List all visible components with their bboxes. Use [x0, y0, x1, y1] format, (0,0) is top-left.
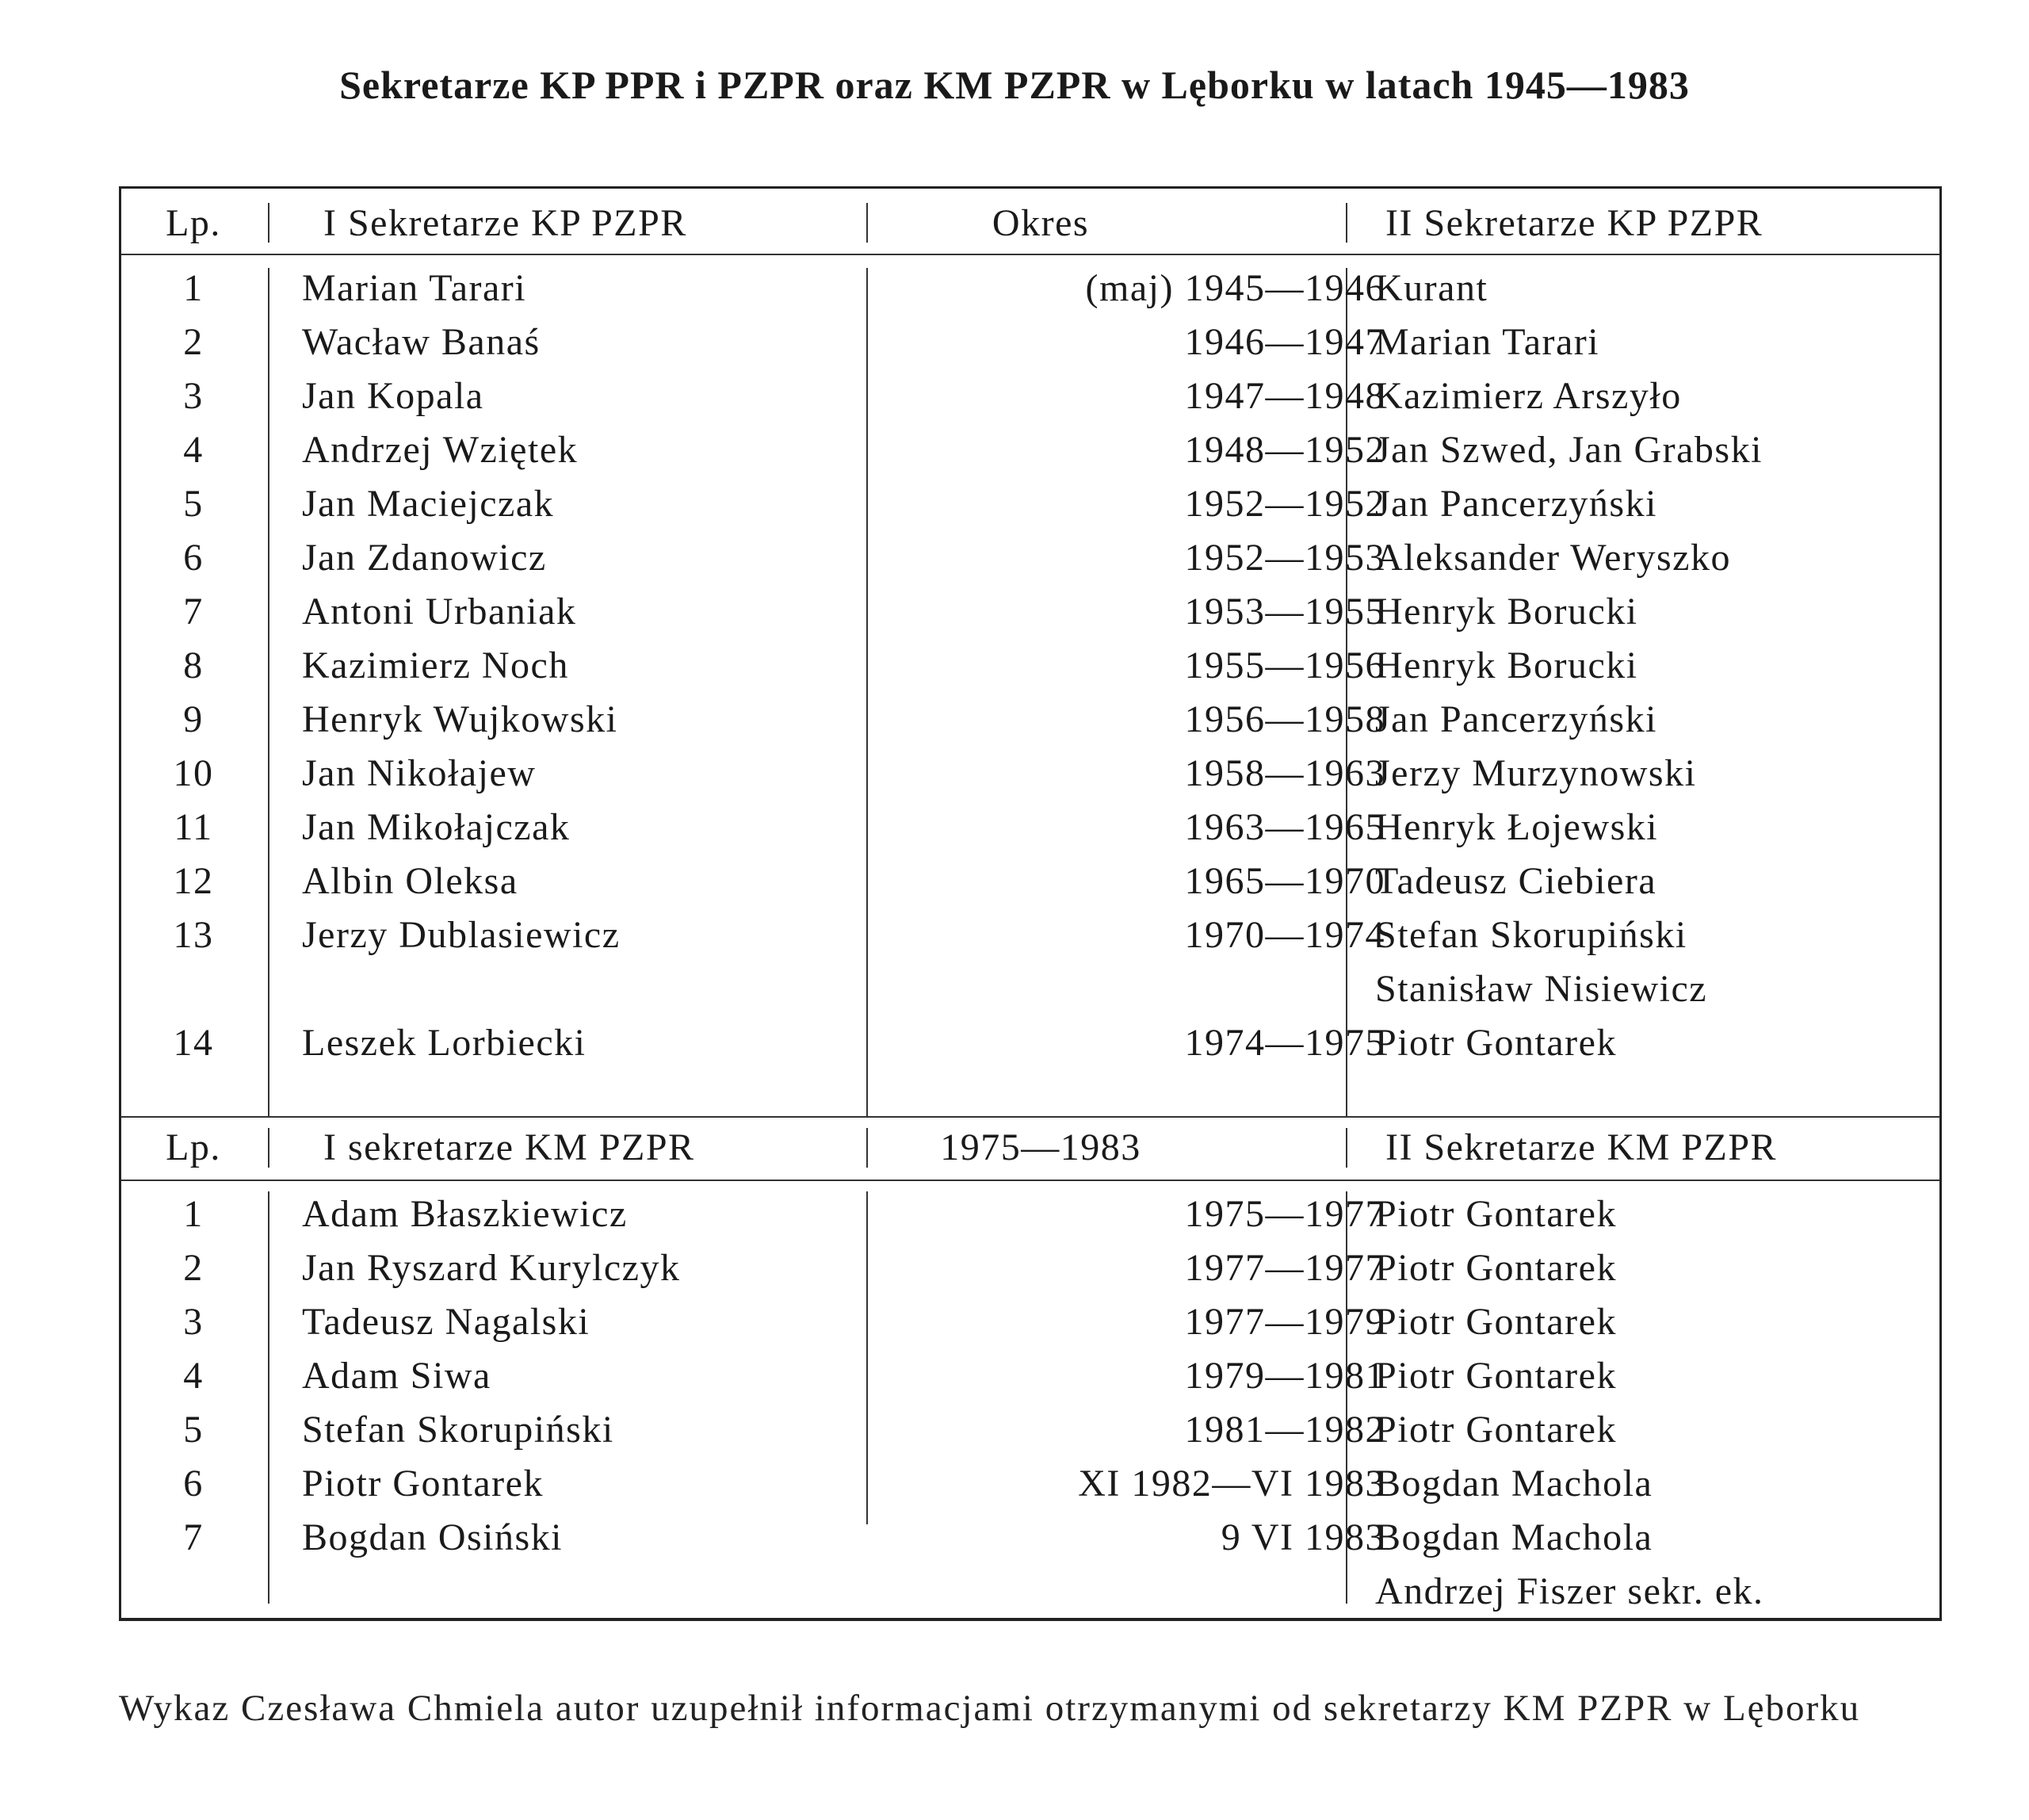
- cell-first: Henryk Wujkowski: [302, 698, 618, 740]
- cell-period: 1952—1952: [1184, 483, 1385, 525]
- cell-second: Jan Pancerzyński: [1375, 483, 1657, 525]
- cell-second: Henryk Łojewski: [1375, 806, 1659, 848]
- header-first-secretaries: I sekretarze KM PZPR: [323, 1126, 695, 1168]
- table-header-row: [121, 197, 1939, 250]
- cell-first: Antoni Urbaniak: [302, 591, 577, 633]
- cell-lp: 4: [183, 429, 204, 471]
- cell-second: Kazimierz Arszyło: [1375, 375, 1682, 417]
- cell-first: Leszek Lorbiecki: [302, 1022, 587, 1064]
- cell-first: Albin Oleksa: [302, 860, 518, 902]
- header-lp: Lp.: [166, 202, 221, 244]
- cell-period: 1952—1953: [1184, 537, 1385, 579]
- cell-second: Piotr Gontarek: [1375, 1409, 1617, 1451]
- cell-period: 1953—1955: [1184, 591, 1385, 633]
- table-row: [121, 423, 1939, 477]
- table-row: [121, 1457, 1939, 1511]
- cell-period: (maj) 1945—1946: [1085, 267, 1385, 309]
- cell-period: 1958—1963: [1184, 752, 1385, 794]
- cell-first: Tadeusz Nagalski: [302, 1301, 590, 1343]
- cell-period: XI 1982—VI 1983: [1078, 1462, 1385, 1505]
- cell-second: Tadeusz Ciebiera: [1375, 860, 1657, 902]
- cell-period: 1977—1977: [1184, 1247, 1385, 1289]
- cell-second: Jerzy Murzynowski: [1375, 752, 1697, 794]
- header-divider-2: [121, 1180, 1939, 1181]
- cell-second: Piotr Gontarek: [1375, 1247, 1617, 1289]
- cell-lp: 3: [183, 1301, 204, 1343]
- table-row: [121, 585, 1939, 639]
- table-row: [121, 1349, 1939, 1403]
- cell-period: 1965—1970: [1184, 860, 1385, 902]
- cell-second: Jan Pancerzyński: [1375, 698, 1657, 740]
- cell-lp: 12: [173, 860, 214, 902]
- cell-lp: 5: [183, 1409, 204, 1451]
- cell-period: 1955—1956: [1184, 644, 1385, 686]
- cell-period: 9 VI 1983: [1221, 1516, 1385, 1558]
- cell-first: Jerzy Dublasiewicz: [302, 914, 621, 956]
- cell-lp: 6: [183, 1462, 204, 1505]
- table-row: [121, 962, 1939, 1016]
- cell-second: Aleksander Weryszko: [1375, 537, 1731, 579]
- table-header-row: [121, 1121, 1939, 1175]
- table-row: [121, 1187, 1939, 1241]
- cell-second: Jan Szwed, Jan Grabski: [1375, 429, 1763, 471]
- cell-second: Andrzej Fiszer sekr. ek.: [1375, 1570, 1764, 1612]
- cell-second: Henryk Borucki: [1375, 591, 1638, 633]
- cell-lp: 13: [173, 914, 214, 956]
- cell-lp: 9: [183, 698, 204, 740]
- cell-lp: 7: [183, 1516, 204, 1558]
- table-row: [121, 1016, 1939, 1070]
- table-row: [121, 1511, 1939, 1565]
- table-row: [121, 1295, 1939, 1349]
- cell-period: 1979—1981: [1184, 1355, 1385, 1397]
- table-row: [121, 1565, 1939, 1619]
- cell-lp: 11: [174, 806, 213, 848]
- cell-lp: 2: [183, 1247, 204, 1289]
- cell-first: Jan Maciejczak: [302, 483, 555, 525]
- cell-first: Wacław Banaś: [302, 321, 541, 363]
- cell-lp: 14: [173, 1022, 214, 1064]
- cell-second: Piotr Gontarek: [1375, 1355, 1617, 1397]
- cell-second: Henryk Borucki: [1375, 644, 1638, 686]
- cell-first: Jan Kopala: [302, 375, 484, 417]
- cell-period: 1956—1958: [1184, 698, 1385, 740]
- cell-first: Jan Nikołajew: [302, 752, 537, 794]
- cell-second: Bogdan Machola: [1375, 1462, 1653, 1505]
- cell-second: Stefan Skorupiński: [1375, 914, 1687, 956]
- secretaries-table: [119, 186, 1942, 1621]
- cell-second: Piotr Gontarek: [1375, 1022, 1617, 1064]
- cell-lp: 5: [183, 483, 204, 525]
- cell-period: 1948—1952: [1184, 429, 1385, 471]
- cell-lp: 10: [173, 752, 214, 794]
- cell-period: 1963—1965: [1184, 806, 1385, 848]
- page-title: Sekretarze KP PPR i PZPR oraz KM PZPR w Lęborku w latach 1945—1983: [339, 63, 1690, 107]
- cell-second: Kurant: [1375, 267, 1488, 309]
- cell-lp: 3: [183, 375, 204, 417]
- table-row: [121, 315, 1939, 369]
- cell-first: Kazimierz Noch: [302, 644, 569, 686]
- cell-second: Piotr Gontarek: [1375, 1301, 1617, 1343]
- cell-first: Bogdan Osiński: [302, 1516, 564, 1558]
- table-row: [121, 1403, 1939, 1457]
- cell-first: Jan Ryszard Kurylczyk: [302, 1247, 681, 1289]
- cell-period: 1977—1979: [1184, 1301, 1385, 1343]
- table-row: [121, 1241, 1939, 1295]
- cell-first: Adam Błaszkiewicz: [302, 1193, 628, 1235]
- cell-lp: 8: [183, 644, 204, 686]
- table-row: [121, 369, 1939, 423]
- cell-first: Adam Siwa: [302, 1355, 491, 1397]
- table-row: [121, 855, 1939, 908]
- cell-lp: 6: [183, 537, 204, 579]
- header-period: 1975—1983: [940, 1126, 1141, 1168]
- cell-period: 1981—1982: [1184, 1409, 1385, 1451]
- cell-second: Piotr Gontarek: [1375, 1193, 1617, 1235]
- cell-first: Jan Mikołajczak: [302, 806, 571, 848]
- header-period: Okres: [992, 202, 1090, 244]
- cell-period: 1975—1977: [1184, 1193, 1385, 1235]
- table-row: [121, 531, 1939, 585]
- table-row: [121, 477, 1939, 531]
- header-second-secretaries: II Sekretarze KP PZPR: [1385, 202, 1763, 244]
- footnote: Wykaz Czesława Chmiela autor uzupełnił informacjami otrzymanymi od sekretarzy KM PZPR w Lęborku: [119, 1688, 1861, 1729]
- cell-second: Bogdan Machola: [1375, 1516, 1653, 1558]
- cell-first: Andrzej Wziętek: [302, 429, 579, 471]
- header-divider-1: [121, 254, 1939, 255]
- table-row: [121, 908, 1939, 962]
- table-row: [121, 262, 1939, 315]
- cell-second: Stanisław Nisiewicz: [1375, 968, 1708, 1010]
- cell-period: 1970—1974: [1184, 914, 1385, 956]
- table-row: [121, 693, 1939, 747]
- table-row: [121, 747, 1939, 801]
- cell-second: Marian Tarari: [1375, 321, 1600, 363]
- cell-period: 1947—1948: [1184, 375, 1385, 417]
- cell-first: Stefan Skorupiński: [302, 1409, 614, 1451]
- cell-lp: 1: [183, 1193, 204, 1235]
- cell-first: Piotr Gontarek: [302, 1462, 544, 1505]
- cell-first: Marian Tarari: [302, 267, 527, 309]
- table-row: [121, 639, 1939, 693]
- header-lp: Lp.: [166, 1126, 221, 1168]
- cell-period: 1974—1975: [1184, 1022, 1385, 1064]
- cell-lp: 7: [183, 591, 204, 633]
- cell-lp: 4: [183, 1355, 204, 1397]
- table-row: [121, 801, 1939, 855]
- header-first-secretaries: I Sekretarze KP PZPR: [323, 202, 687, 244]
- cell-first: Jan Zdanowicz: [302, 537, 547, 579]
- cell-lp: 2: [183, 321, 204, 363]
- cell-lp: 1: [183, 267, 204, 309]
- section-divider: [121, 1116, 1939, 1118]
- cell-period: 1946—1947: [1184, 321, 1385, 363]
- header-second-secretaries: II Sekretarze KM PZPR: [1385, 1126, 1778, 1168]
